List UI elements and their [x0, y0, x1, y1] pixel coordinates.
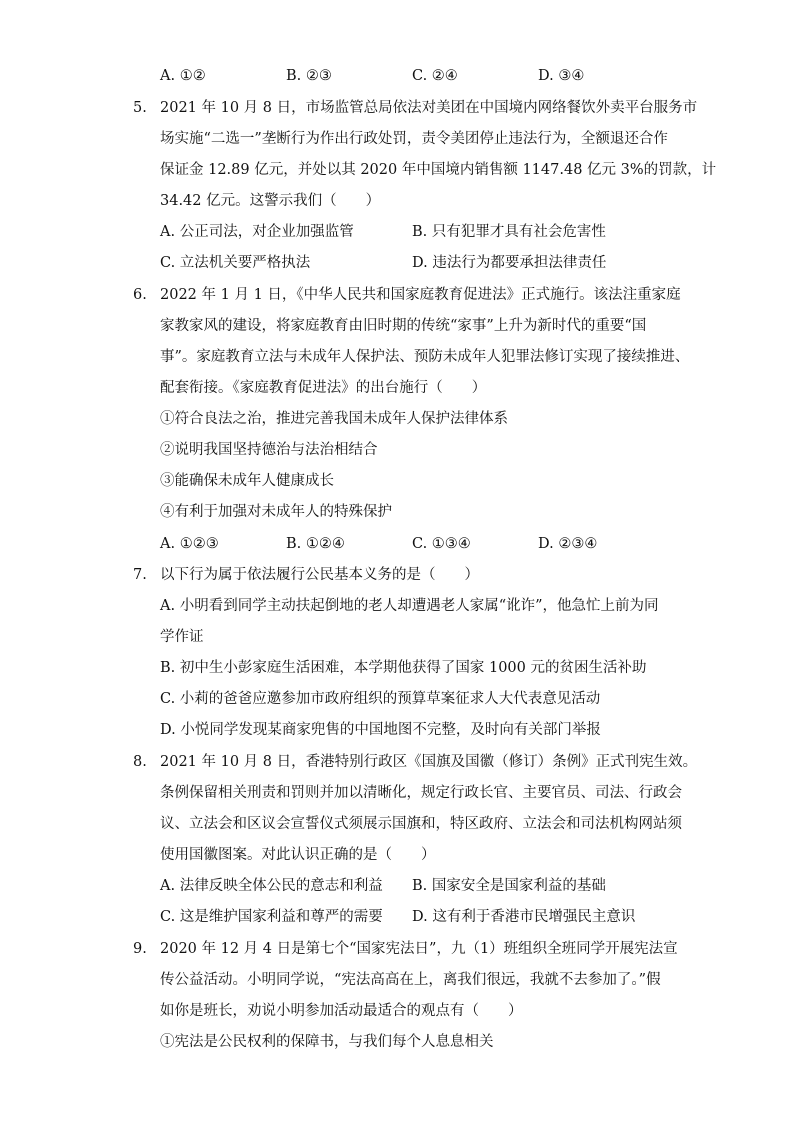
q7-option-a-cont: 学作证 [160, 629, 204, 645]
q5-option-c: C. 立法机关要严格执法 [160, 255, 311, 271]
q8-option-d: D. 这有利于香港市民增强民主意识 [412, 909, 636, 925]
q6-line: 配套衔接。《家庭教育促进法》的出台施行（ ） [160, 380, 487, 396]
q9-number: 9. [133, 941, 147, 957]
q5-number: 5. [133, 100, 147, 116]
q8-line: 议、立法会和区议会宣誓仪式须展示国旗和，特区政府、立法会和司法机构网站须 [160, 816, 682, 832]
q5-option-d: D. 违法行为都要承担法律责任 [412, 255, 607, 271]
q5-line: 保证金 12.89 亿元，并处以其 2020 年中国境内销售额 1147.48 亿元 3%的罚款，计 [160, 162, 717, 178]
q8-line: 条例保留相关刑责和罚则并加以清晰化，规定行政长官、主要官员、司法、行政会 [160, 785, 682, 801]
q8-line: 使用国徽图案。对此认识正确的是（ ） [160, 847, 436, 863]
q6-line: 2022 年 1 月 1 日，《中华人民共和国家庭教育促进法》正式施行。该法注重家庭 [160, 287, 681, 303]
q8-line: 2021 年 10 月 8 日，香港特别行政区《国旗及国徽（修订）条例》正式刊宪生效。 [160, 754, 698, 770]
q7-option-b: B. 初中生小彭家庭生活困难，本学期他获得了国家 1000 元的贫困生活补助 [160, 660, 647, 676]
q8-option-c: C. 这是维护国家利益和尊严的需要 [160, 909, 383, 925]
q6-line: 家教家风的建设，将家庭教育由旧时期的传统“家事”上升为新时代的重要“国 [160, 318, 647, 334]
q6-line: 事”。家庭教育立法与未成年人保护法、预防未成年人犯罪法修订实现了接续推进、 [160, 349, 690, 365]
q6-statement: ③能确保未成年人健康成长 [160, 473, 334, 489]
q4-option-c: C. ②④ [412, 68, 458, 84]
q5-line: 34.42 亿元。这警示我们（ ） [160, 193, 381, 209]
q6-option-d: D. ②③④ [538, 536, 598, 552]
q9-line: 传公益活动。小明同学说，“宪法高高在上，离我们很远，我就不去参加了。”假 [160, 972, 661, 988]
q5-line: 场实施“二选一”垄断行为作出行政处罚，责令美团停止违法行为，全额退还合作 [160, 131, 668, 147]
q5-option-b: B. 只有犯罪才具有社会危害性 [412, 224, 606, 240]
q8-option-b: B. 国家安全是国家利益的基础 [412, 878, 606, 894]
q4-option-d: D. ③④ [538, 68, 585, 84]
q7-stem: 以下行为属于依法履行公民基本义务的是（ ） [160, 567, 479, 583]
q9-statement: ①宪法是公民权利的保障书，与我们每个人息息相关 [160, 1034, 494, 1050]
q6-number: 6. [133, 287, 147, 303]
q5-line: 2021 年 10 月 8 日，市场监管总局依法对美团在中国境内网络餐饮外卖平台服务市 [160, 100, 698, 116]
q6-statement: ④有利于加强对未成年人的特殊保护 [160, 504, 392, 520]
q6-statement: ②说明我国坚持德治与法治相结合 [160, 442, 378, 458]
q4-option-b: B. ②③ [286, 68, 332, 84]
q7-option-c: C. 小莉的爸爸应邀参加市政府组织的预算草案征求人大代表意见活动 [160, 691, 601, 707]
q4-option-a: A. ①② [160, 68, 206, 84]
q7-option-a: A. 小明看到同学主动扶起倒地的老人却遭遇老人家属“讹诈”，他急忙上前为同 [160, 598, 659, 614]
q7-option-d: D. 小悦同学发现某商家兜售的中国地图不完整，及时向有关部门举报 [160, 722, 601, 738]
q6-statement: ①符合良法之治，推进完善我国未成年人保护法律体系 [160, 411, 508, 427]
q6-option-b: B. ①②④ [286, 536, 345, 552]
q7-number: 7. [133, 567, 147, 583]
q6-option-a: A. ①②③ [160, 536, 219, 552]
q6-option-c: C. ①③④ [412, 536, 471, 552]
q5-option-a: A. 公正司法，对企业加强监管 [160, 224, 354, 240]
q8-option-a: A. 法律反映全体公民的意志和利益 [160, 878, 383, 894]
q9-line: 如你是班长，劝说小明参加活动最适合的观点有（ ） [160, 1003, 523, 1019]
q8-number: 8. [133, 754, 147, 770]
q9-line: 2020 年 12 月 4 日是第七个“国家宪法日”，九（1）班组织全班同学开展宪法宣 [160, 941, 678, 957]
